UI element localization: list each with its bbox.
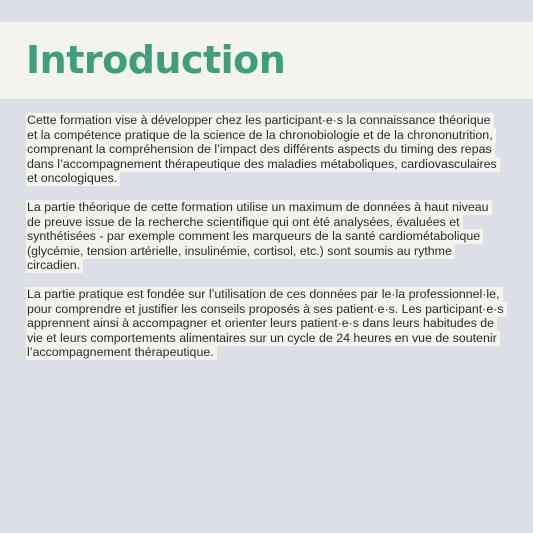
page-title: Introduction (26, 38, 286, 82)
paragraph-practice-text: La partie pratique est fondée sur l’utilisation de ces données par le·la professionnel·le, pour comprendre et justifier les conseils proposés à ses patient·e·s. Les participant·e·s apprennent ainsi à accompagner et orienter leurs patient·e·s dans leurs habitudes de vie et leurs comportements alimentaires sur un cycle de 24 heures en vue de soutenir l’accompagnement thérapeutique. (26, 287, 507, 360)
paragraph-practice (26, 287, 504, 360)
paragraph-theory (26, 200, 504, 273)
intro-text (26, 113, 504, 374)
paragraph-objective-text: Cette formation vise à développer chez les participant·e·s la connaissance théorique et la compétence pratique de la science de la chronobiologie et de la chrononutrition, comprenant la compréhension de l’impact des différents aspects du timing des repas dans l’accompagnement thérapeutique des maladies métaboliques, cardiovasculaires et oncologiques. (26, 113, 500, 186)
paragraph-theory-text: La partie théorique de cette formation utilise un maximum de données à haut niveau de preuve issue de la recherche scientifique qui ont été analysées, évaluées et synthétisées - par exemple comment les marqueurs de la santé cardiométabolique (glycémie, tension artérielle, insulinémie, cortisol, etc.) sont soumis au rythme circadien. (26, 200, 492, 273)
paragraph-objective (26, 113, 504, 186)
